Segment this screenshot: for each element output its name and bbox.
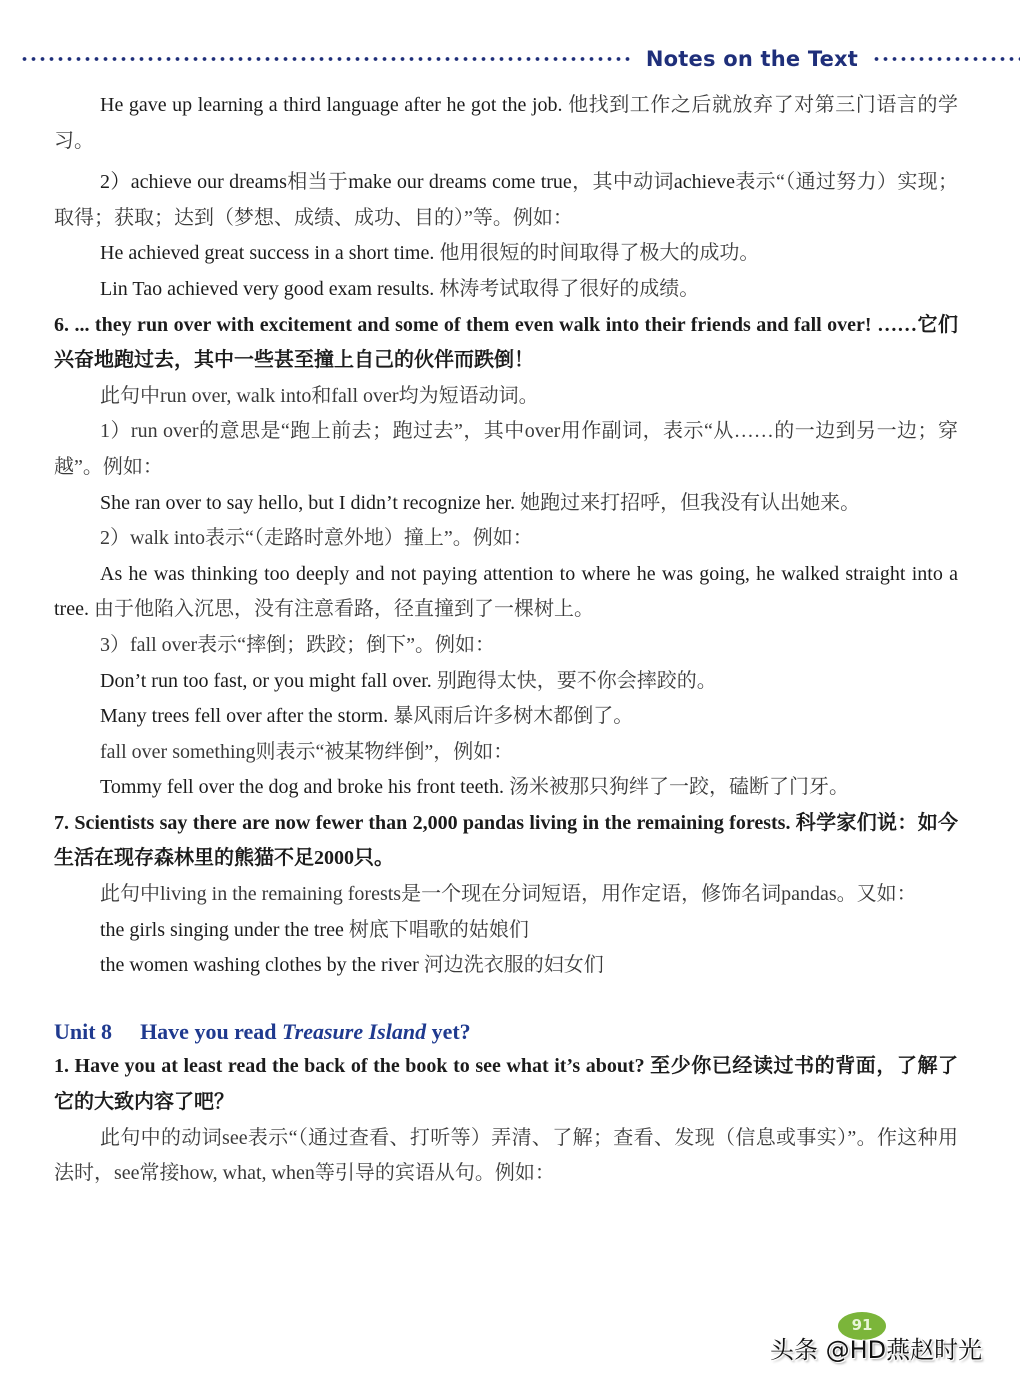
unit-heading: Unit 8 Have you read Treasure Island yet? — [54, 1018, 471, 1044]
note-explanation: 此句中run over, walk into和fall over均为短语动词。 — [100, 384, 539, 407]
note-explanation: 此句中living in the remaining forests是一个现在分词短语，用作定语，修饰名词pandas。又如： — [100, 883, 917, 906]
page-body — [54, 88, 958, 1192]
note-run-over: 1）run over的意思是“跑上前去；跑过去”，其中over用作副词，表示“从……的一边到另一边；穿越”。例如： — [54, 420, 958, 478]
example-sentence: As he was thinking too deeply and not paying attention to where he was going, he walked straight into a tree. 由于他陷入沉思，没有注意看路，径直撞到了一棵树上。 — [54, 562, 958, 621]
example-sentence: Don’t run too fast, or you might fall over. 别跑得太快，要不你会摔跤的。 — [100, 669, 717, 692]
note-heading-6: 6. ... they run over with excitement and some of them even walk into their friends and fall over! ……它们兴奋地跑过去，其中一些甚至撞上自己的伙伴而跌倒！ — [54, 313, 958, 372]
example-phrase: the girls singing under the tree 树底下唱歌的姑娘们 — [100, 918, 529, 941]
dotted-rule-right — [872, 56, 1020, 62]
unit-note-heading-1: 1. Have you at least read the back of the book to see what it’s about? 至少你已经读过书的背面，了解了它的大致内容了吧？ — [54, 1055, 959, 1114]
watermark: 头条 @HD燕赵时光 — [770, 1336, 983, 1364]
example-sentence: Tommy fell over the dog and broke his front teeth. 汤米被那只狗绊了一跤，磕断了门牙。 — [100, 776, 850, 799]
example-sentence: She ran over to say hello, but I didn’t recognize her. 她跑过来打招呼，但我没有认出她来。 — [100, 491, 861, 514]
note-heading-7: 7. Scientists say there are now fewer than 2,000 pandas living in the remaining forests. 科学家们说：如今生活在现存森林里的熊猫不足2000只。 — [54, 811, 959, 870]
example-sentence: Lin Tao achieved very good exam results. 林涛考试取得了很好的成绩。 — [100, 277, 700, 300]
note-fall-over-something: fall over something则表示“被某物绊倒”，例如： — [100, 740, 514, 763]
note-achieve: 2）achieve our dreams相当于make our dreams come true，其中动词achieve表示“（通过努力）实现；取得；获取；达到（梦想、成绩、成功、目的）”等。例如： — [54, 171, 959, 229]
example-sentence: He gave up learning a third language after he got the job. 他找到工作之后就放弃了对第三门语言的学习。 — [54, 94, 959, 152]
page-number-badge: 91 — [838, 1312, 886, 1340]
note-fall-over: 3）fall over表示“摔倒；跌跤；倒下”。例如： — [100, 633, 495, 656]
example-sentence: He achieved great success in a short time. 他用很短的时间取得了极大的成功。 — [100, 242, 760, 265]
note-walk-into: 2）walk into表示“（走路时意外地）撞上”。例如： — [100, 527, 533, 550]
running-header — [20, 42, 1020, 76]
note-explanation: 此句中的动词see表示“（通过查看、打听等）弄清、了解；查看、发现（信息或事实）”。作这种用法时，see常接how, what, when等引导的宾语从句。例如： — [54, 1126, 958, 1185]
example-sentence: Many trees fell over after the storm. 暴风雨后许多树木都倒了。 — [100, 705, 634, 728]
dotted-rule-left — [20, 56, 632, 62]
section-title: Notes on the Text — [645, 47, 858, 71]
example-phrase: the women washing clothes by the river 河边洗衣服的妇女们 — [100, 954, 604, 977]
